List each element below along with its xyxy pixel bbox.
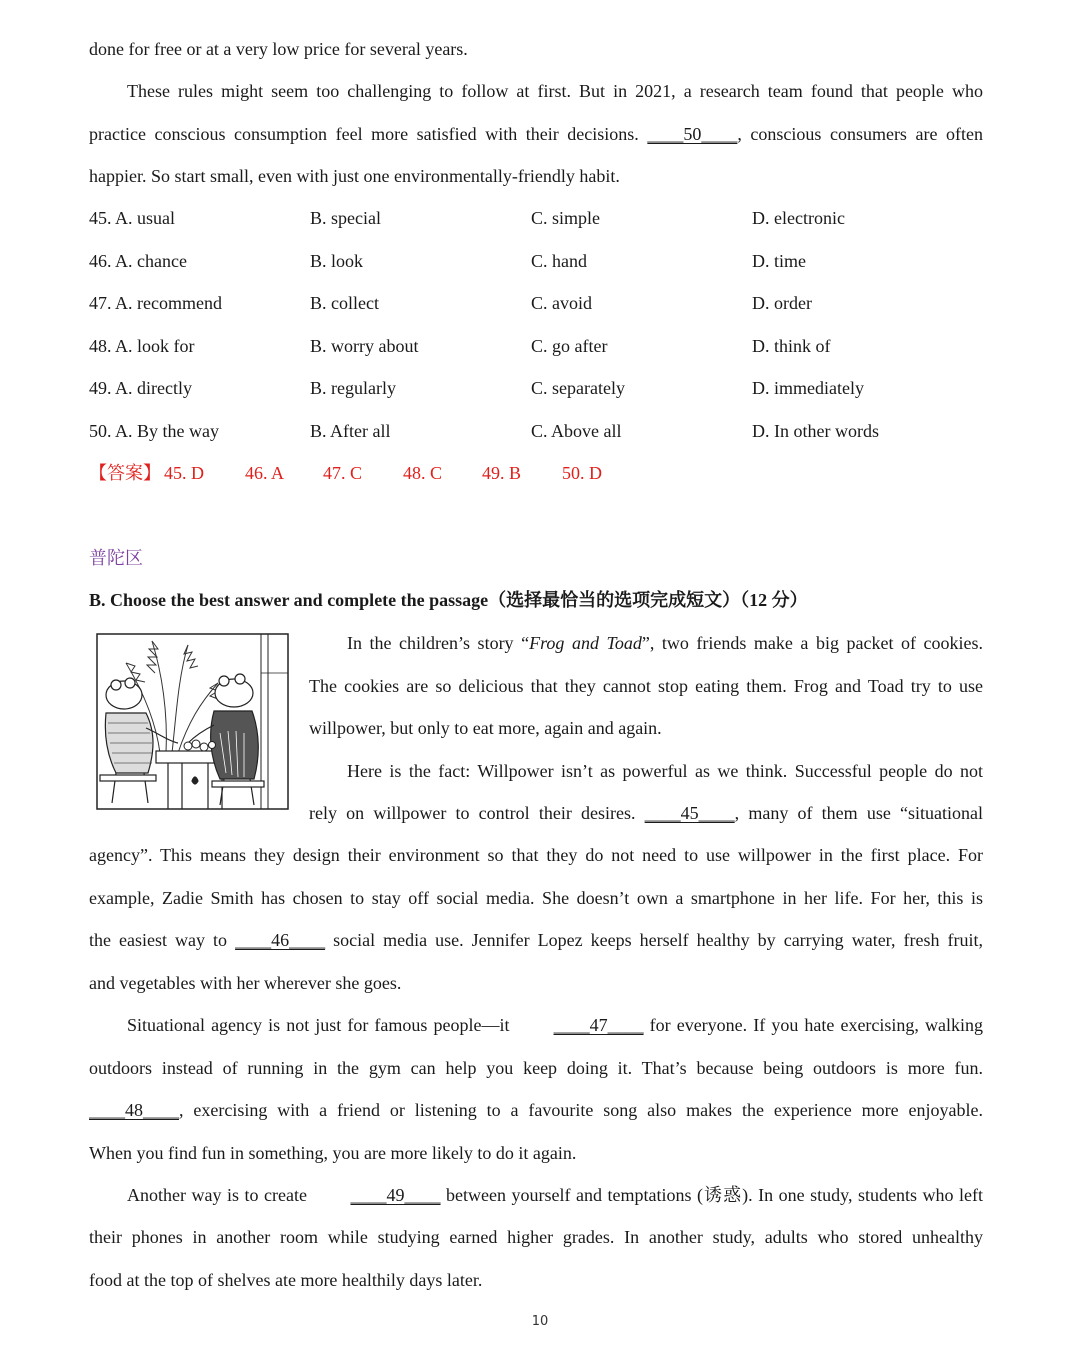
text-line: These rules might seem too challenging to follow at first. But in 2021, a research team found that people who	[127, 81, 983, 101]
text-line: done for free or at a very low price for several years.	[89, 39, 468, 59]
blank-48: ____48____	[89, 1100, 179, 1120]
text-line: Here is the fact: Willpower isn’t as powerful as we think. Successful people do not	[347, 761, 983, 781]
answer-item: 48. C	[403, 463, 443, 483]
text-line: outdoors instead of running in the gym can help you keep doing it. That’s because being outdoors is more fun.	[89, 1058, 983, 1078]
answer-item: 45. D	[164, 463, 204, 483]
blank-47: ____47____	[553, 1015, 644, 1035]
answer-item: 47. C	[323, 463, 363, 483]
text-line: food at the top of shelves ate more healthily days later.	[89, 1270, 483, 1290]
answer-label: 【答案】	[89, 463, 161, 483]
answer-item: 46. A	[245, 463, 285, 483]
option-row-49: 49. A. directly B. regularly C. separately D. immediately	[89, 378, 864, 398]
blank-50: ____50____	[647, 124, 738, 144]
option-row-50: 50. A. By the way B. After all C. Above all D. In other words	[89, 421, 879, 441]
text-line: the easiest way to ____46____ social media use. Jennifer Lopez keeps herself healthy by carrying water, fresh fruit,	[89, 919, 983, 961]
frog-and-toad-illustration	[96, 633, 289, 810]
text-line: their phones in another room while studying earned higher grades. In another study, adults who stored unhealthy	[89, 1227, 983, 1247]
text-line: Situational agency is not just for famous people—it ____47____ for everyone. If you hate exercising, walking	[89, 1004, 983, 1046]
blank-45: ____45____	[644, 803, 735, 823]
page-number: 10	[531, 1314, 549, 1329]
text-line: practice conscious consumption feel more satisfied with their decisions. ____50____, conscious consumers are often	[89, 113, 983, 155]
text-line: ____48____, exercising with a friend or listening to a favourite song also makes the experience more enjoyable.	[89, 1089, 983, 1131]
option-row-46: 46. A. chance B. look C. hand D. time	[89, 251, 806, 271]
option-row-47: 47. A. recommend B. collect C. avoid D. order	[89, 293, 812, 313]
text-line: agency”. This means they design their environment so that they do not need to use willpower in the first place. For	[89, 845, 983, 865]
blank-46: ____46____	[235, 930, 326, 950]
text-line: rely on willpower to control their desires. ____45____, many of them use “situational	[309, 792, 983, 834]
text-line: The cookies are so delicious that they cannot stop eating them. Frog and Toad try to use	[309, 676, 983, 696]
answer-item: 49. B	[482, 463, 522, 483]
text-line: willpower, but only to eat more, again and again.	[309, 718, 662, 738]
answer-item: 50. D	[562, 463, 602, 483]
story-title: Frog and Toad	[529, 633, 642, 653]
blank-49: ____49____	[350, 1185, 441, 1205]
text-line: example, Zadie Smith has chosen to stay off social media. She doesn’t own a smartphone in her life. For her, this is	[89, 888, 983, 908]
text-line: and vegetables with her wherever she goes.	[89, 973, 402, 993]
text-line: happier. So start small, even with just one environmentally-friendly habit.	[89, 166, 620, 186]
section-heading: B. Choose the best answer and complete the passage（选择最恰当的选项完成短文）（12 分）	[89, 590, 808, 610]
option-row-48: 48. A. look for B. worry about C. go after D. think of	[89, 336, 831, 356]
option-row-45: 45. A. usual B. special C. simple D. electronic	[89, 208, 845, 228]
district-heading: 普陀区	[89, 548, 143, 568]
text-line: When you find fun in something, you are more likely to do it again.	[89, 1143, 577, 1163]
text-line: Another way is to create ____49____ between yourself and temptations (诱惑). In one study, students who left	[89, 1174, 983, 1216]
text-line: In the children’s story “Frog and Toad”, two friends make a big packet of cookies.	[347, 633, 983, 653]
